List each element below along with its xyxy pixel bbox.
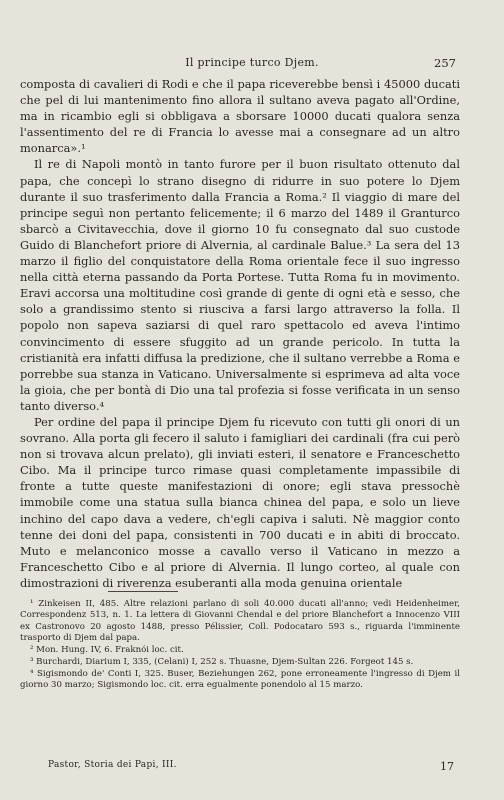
footnote-separator (108, 591, 178, 592)
paragraph: composta di cavalieri di Rodi e che il papa riceverebbe bensì i 45000 ducati che pel di lui mantenimento fino allora il sultano aveva pagato all'Ordine, ma in ricambio egli si obbligava a sborsare 10000 ducati qualora senza l'assentimento del re di Francia lo avesse mai a consegnare ad un altro monarca».¹ (20, 77, 460, 156)
footnote: ⁴ Sigismondo de' Conti I, 325. Buser, Beziehungen 262, pone erroneamente l'ingresso di Djem il giorno 30 marzo; Sigismondo loc. cit. erra egualmente ponendolo al 15 marzo. (20, 668, 460, 691)
footnote: ¹ Zinkeisen II, 485. Altre relazioni parlano di soli 40.000 ducati all'anno; vedi Heidenheimer, Correspondenz 513, n. 1. La lettera di Giovanni Chendal e del priore Blanchefort a Innocenzo VIII ex Castronovo 20 agosto 1488, presso Pélissier, Coll. Podocataro 593 s., riguarda l'imminente trasporto di Djem dal papa. (20, 599, 460, 644)
running-header (0, 56, 504, 74)
footnote: ² Mon. Hung. IV, 6. Fraknói loc. cit. (30, 645, 184, 656)
footnotes (20, 599, 460, 692)
signature-number: 17 (440, 760, 454, 773)
running-title: Il principe turco Djem. (185, 56, 319, 69)
page-footer (40, 760, 456, 776)
paragraph: Il re di Napoli montò in tanto furore per il buon risultato ottenuto dal papa, che concepì lo strano disegno di ridurre in suo potere lo Djem durante il suo trasferimento dalla Francia a Roma.² Il viaggio di mare del principe seguì non pertanto felicemente; il 6 marzo del 1489 il Granturco sbarcò a Civitavecchia, dove il giorno 10 fu consegnato dal suo custode Guido di Blanchefort priore di Alvernia, al cardinale Balue.³ La sera del 13 marzo il figlio del conquistatore della Roma orientale fece il suo ingresso nella città eterna passando da Porta Portese. Tutta Roma fu in movimento. Eravi accorsa una moltitudine così grande di gente di ogni età e sesso, che solo a grandissimo stento si riusciva a farsi largo attraverso la folla. Il popolo non sapeva saziarsi di quel raro spettacolo ed aveva l'intimo convincimento di essere sfuggito ad un grande pericolo. In tutta la cristianità era infatti diffusa la predizione, che il sultano verrebbe a Roma e porrebbe sua stanza in Vaticano. Universalmente si esprimeva ad alta voce la gioia, che per bontà di Dio una tal profezia si fosse verificata in un senso tanto diverso.⁴ (20, 157, 460, 413)
paragraph: Per ordine del papa il principe Djem fu ricevuto con tutti gli onori di un sovrano. Alla porta gli fecero il saluto i famigliari dei cardinali (fra cui però non si trovava alcun prelato), gli inviati esteri, il senatore e Franceschetto Cibo. Ma il principe turco rimase quasi completamente impassibile di fronte a tutte queste manifestazioni di onore; egli stava pressochè immobile come una statua sulla bianca chinea del papa, e solo un lieve inchino del capo dava a vedere, ch'egli capiva i saluti. Nè maggior conto tenne dei doni del papa, consistenti in 700 ducati e in abiti di broccato. Muto e melanconico mosse a cavallo verso il Vaticano in mezzo a Franceschetto Cibo e al priore di Alvernia. Il lungo corteo, al quale con dimostrazioni di riverenza esuberanti alla moda genuina orientale (20, 414, 460, 590)
footnote: ³ Burchardi, Diarium I, 335, (Celani) I, 252 s. Thuasne, Djem-Sultan 226. Forgeot 145 s. (30, 657, 414, 668)
page-number: 257 (434, 56, 456, 70)
signature-line: Pastor, Storia dei Papi, III. (48, 760, 177, 770)
main-text (20, 76, 460, 591)
